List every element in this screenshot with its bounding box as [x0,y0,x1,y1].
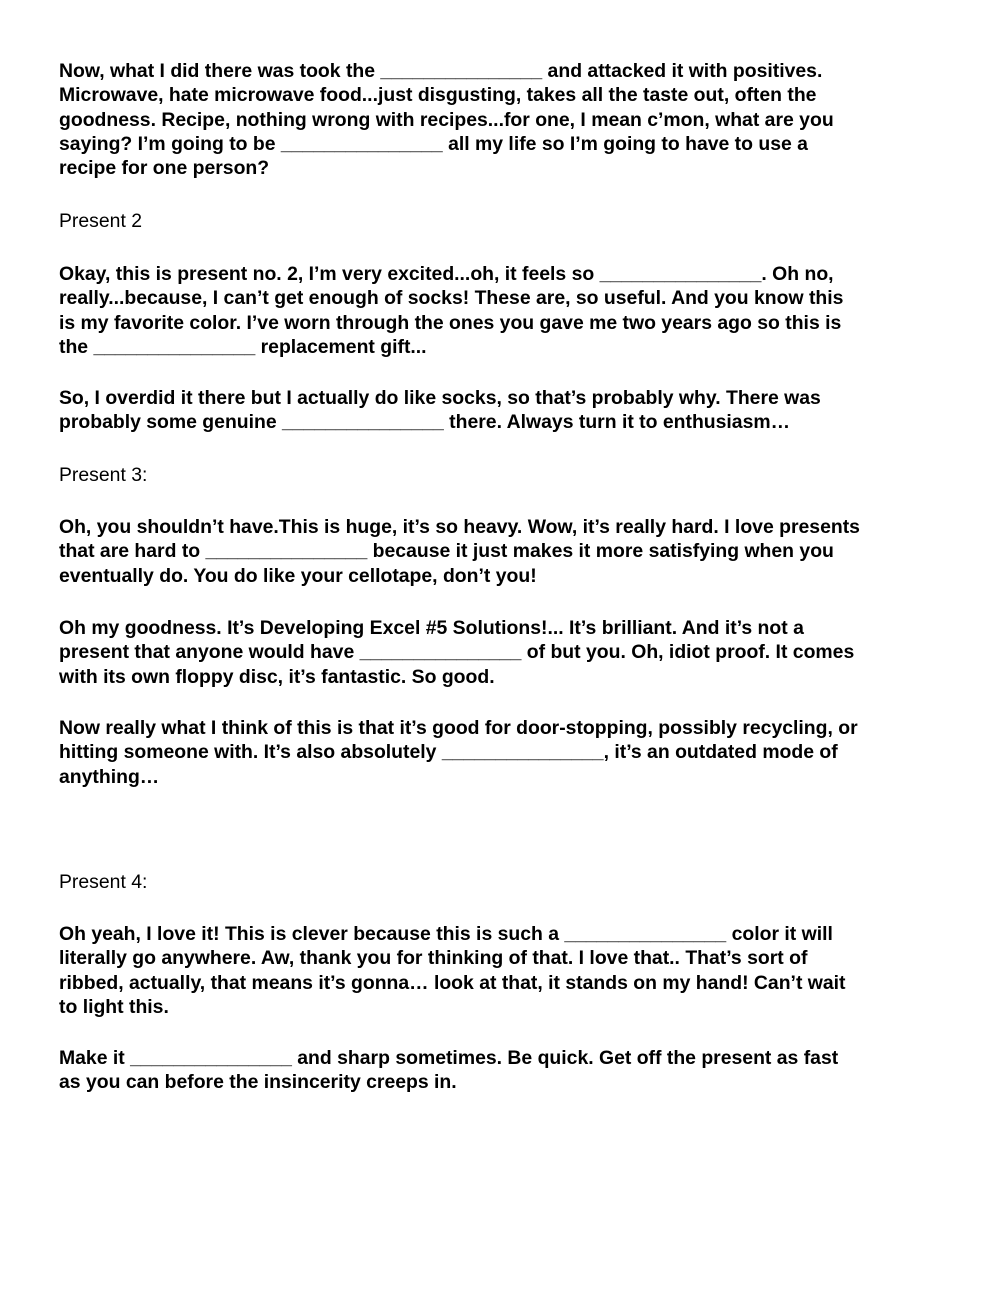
paragraph-closing-advice [59,1046,838,1095]
text-line: So, I overdid it there but I actually do like socks, so that’s probably why. There was [59,387,821,409]
paragraph-microwave-recipe [59,59,834,180]
text-line: as you can before the insincerity creeps in. [59,1071,457,1094]
paragraph-socks-comment [59,386,821,435]
text-line: Oh, you shouldn’t have.This is huge, it’s so heavy. Wow, it’s really hard. I love presents [59,516,860,538]
text-line: probably some genuine _______________ there. Always turn it to enthusiasm… [59,411,791,434]
text-line: Oh yeah, I love it! This is clever because this is such a _______________ color it will [59,923,833,945]
section-heading-present-3 [59,463,147,487]
paragraph-socks [59,262,843,359]
heading-text: Present 4: [59,871,148,893]
text-line: Okay, this is present no. 2, I’m very excited...oh, it feels so _______________. Oh no, [59,263,834,285]
paragraph-candle [59,922,846,1019]
heading-text: Present 2 [59,210,142,232]
text-line: goodness. Recipe, nothing wrong with recipes...for one, I mean c’mon, what are you [59,108,834,131]
text-line: Now, what I did there was took the _______________ and attacked it with positives. [59,60,823,82]
text-line: eventually do. You do like your cellotape, don’t you! [59,564,537,587]
text-line: present that anyone would have _______________ of but you. Oh, idiot proof. It comes [59,641,855,664]
heading-text: Present 3: [59,464,148,486]
text-line: saying? I’m going to be _______________ all my life so I’m going to have to use a [59,132,808,155]
text-line: Oh my goodness. It’s Developing Excel #5 Solutions!... It’s brilliant. And it’s not a [59,617,804,639]
text-line: Microwave, hate microwave food...just disgusting, takes all the taste out, often the [59,84,817,107]
text-line: that are hard to _______________ because it just makes it more satisfying when you [59,540,834,563]
text-line: Make it _______________ and sharp sometimes. Be quick. Get off the present as fast [59,1047,839,1069]
text-line: hitting someone with. It’s also absolutely _______________, it’s an outdated mode of [59,741,838,764]
text-line: recipe for one person? [59,157,270,180]
text-line: anything… [59,765,160,788]
text-line: to light this. [59,995,169,1018]
text-line: really...because, I can’t get enough of socks! These are, so useful. And you know this [59,287,844,310]
text-line: is my favorite color. I’ve worn through the ones you gave me two years ago so this is [59,311,842,334]
text-line: literally go anywhere. Aw, thank you for thinking of that. I love that.. That’s sort of [59,947,808,970]
paragraph-excel-book [59,616,854,689]
text-line: the _______________ replacement gift... [59,335,427,358]
section-heading-present-4 [59,870,147,894]
text-line: ribbed, actually, that means it’s gonna… look at that, it stands on my hand! Can’t wait [59,971,846,994]
text-line: with its own floppy disc, it’s fantastic. So good. [59,665,495,688]
text-line: Now really what I think of this is that it’s good for door-stopping, possibly recycling, or [59,717,858,739]
section-heading-present-2 [59,209,142,233]
paragraph-excel-comment [59,716,858,789]
paragraph-heavy-present [59,515,860,588]
